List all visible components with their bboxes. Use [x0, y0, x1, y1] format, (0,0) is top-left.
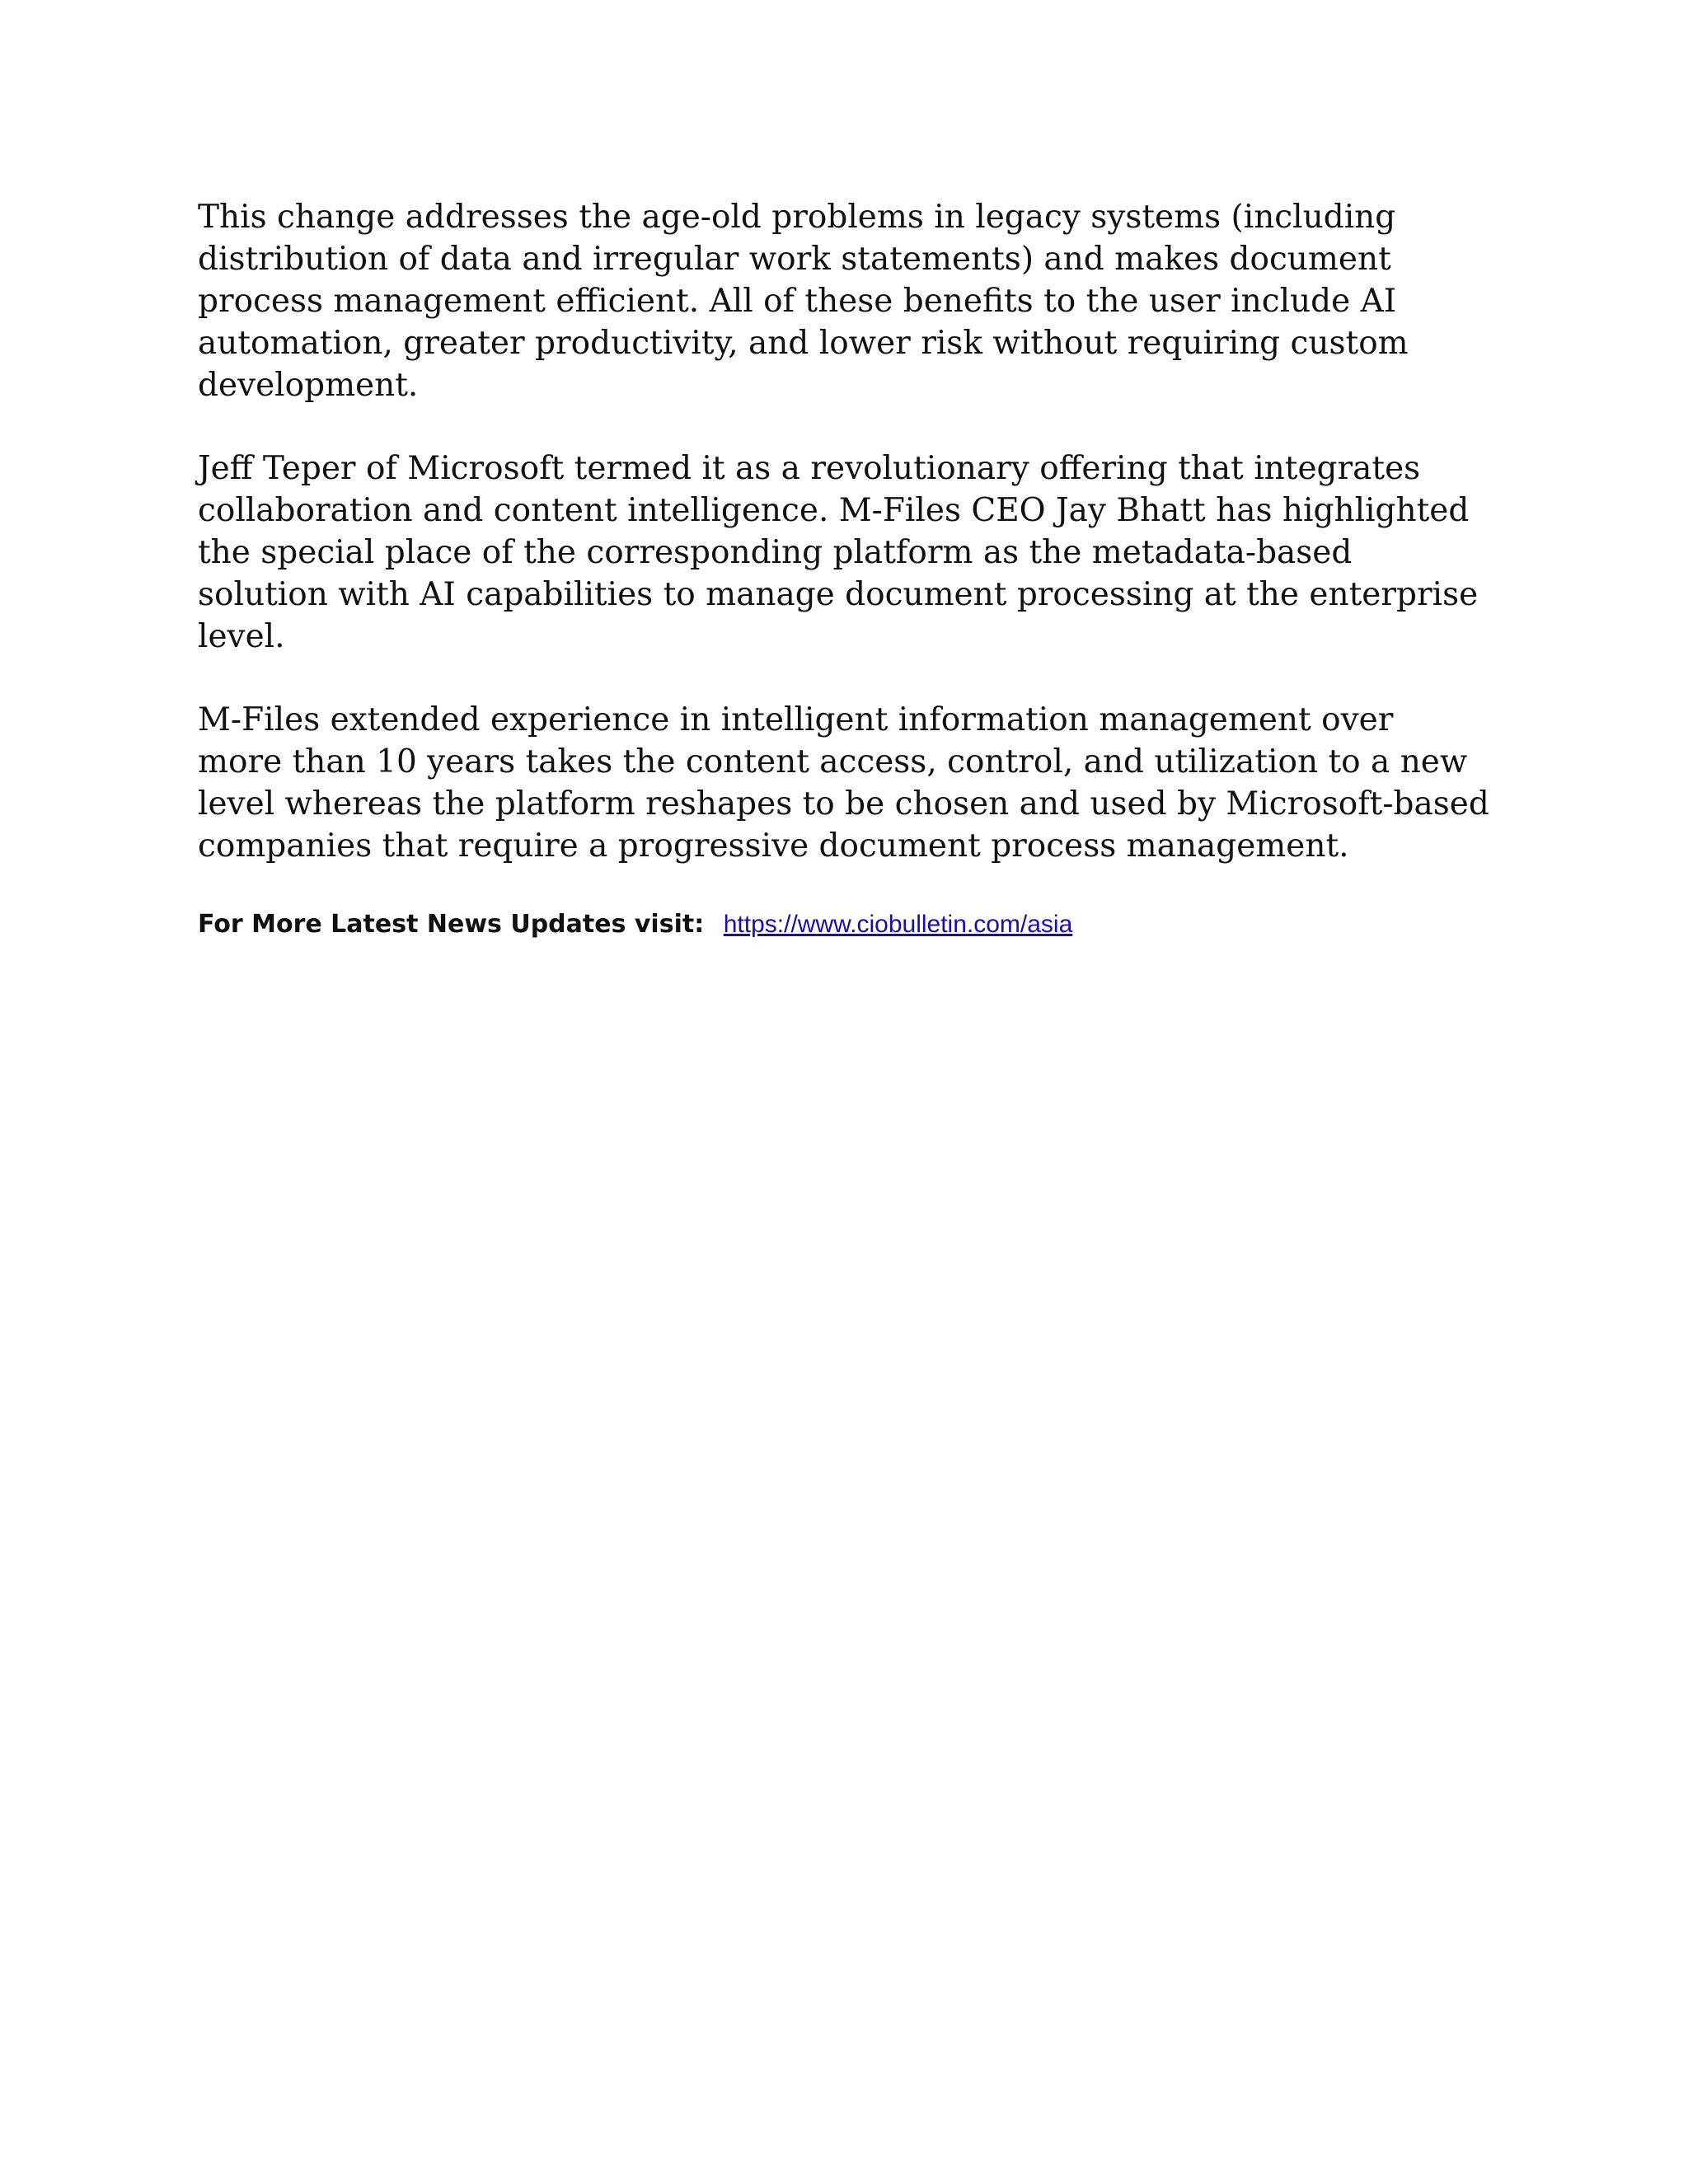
document-body — [198, 196, 1517, 941]
footer-label: For More Latest News Updates visit: — [198, 910, 705, 939]
paragraph-1-line-3: process management efficient. All of these benefits to the user include AI — [198, 283, 1397, 320]
paragraph-3-line-2: more than 10 years takes the content access, control, and utilization to a new — [198, 743, 1468, 780]
paragraph-2-line-3: the special place of the corresponding platform as the metadata-based — [198, 534, 1353, 571]
paragraph-2-line-4: solution with AI capabilities to manage document processing at the enterprise — [198, 576, 1479, 613]
paragraph-2-line-1: Jeff Teper of Microsoft termed it as a revolutionary offering that integrates — [198, 450, 1421, 487]
paragraph-1-line-5: development. — [198, 367, 419, 404]
paragraph-1-line-1: This change addresses the age-old problems in legacy systems (including — [198, 199, 1396, 236]
paragraph-3-line-4: companies that require a progressive document process management. — [198, 827, 1349, 865]
ciobulletin-link[interactable]: https://www.ciobulletin.com/asia — [723, 911, 1073, 938]
paragraph-1 — [198, 196, 1517, 406]
paragraph-2-line-2: collaboration and content intelligence. M-Files CEO Jay Bhatt has highlighted — [198, 492, 1470, 529]
footer-news-line — [198, 908, 1517, 941]
paragraph-2-line-5: level. — [198, 618, 285, 655]
paragraph-1-line-2: distribution of data and irregular work statements) and makes document — [198, 241, 1391, 278]
paragraph-3-line-1: M-Files extended experience in intelligent information management over — [198, 701, 1394, 738]
paragraph-1-line-4: automation, greater productivity, and lower risk without requiring custom — [198, 325, 1409, 362]
paragraph-2 — [198, 448, 1517, 658]
paragraph-3 — [198, 699, 1517, 867]
paragraph-3-line-3: level whereas the platform reshapes to be chosen and used by Microsoft-based — [198, 785, 1489, 823]
